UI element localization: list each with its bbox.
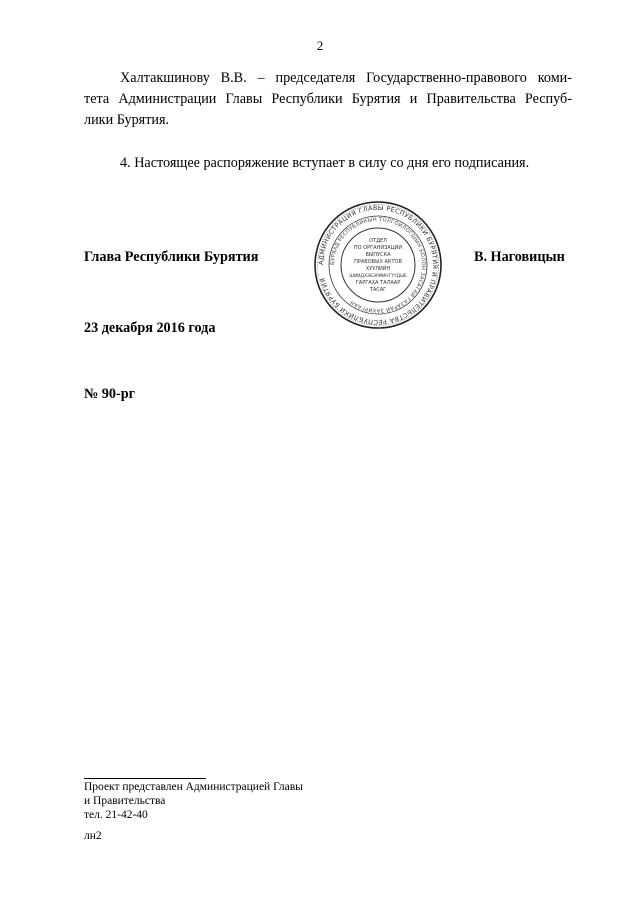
seal-line: ШИИДХЭБЭРИИНГҮҮДЫЕ <box>349 274 407 279</box>
page-number: 2 <box>316 38 324 53</box>
seal-line: ГАРГАХА ТАЛААР <box>355 280 401 286</box>
signer-title: Глава Республики Бурятия <box>84 249 259 265</box>
paragraph-line: Халтакшинову В.В. – председателя Государственно-правового коми- <box>120 70 572 86</box>
seal-line: ТАСАГ <box>369 287 387 293</box>
footnote-line: Проект представлен Администрацией Главы <box>84 781 303 793</box>
seal-line: ПРАВОВЫХ АКТОВ <box>354 259 402 265</box>
seal-line: ПО ОРГАНИЗАЦИИ <box>353 245 403 251</box>
paragraph-line: лики Бурятия. <box>84 112 170 128</box>
seal-line: ВЫПУСКА <box>365 252 391 258</box>
signer-name: В. Наговицын <box>474 249 565 265</box>
seal-line: ОТДЕЛ <box>369 238 387 244</box>
official-seal <box>313 200 443 330</box>
paragraph-effective-date: 4. Настоящее распоряжение вступает в силу со дня его подписания. <box>120 155 530 171</box>
seal-line: ХУУЛИЙН <box>365 266 391 272</box>
footnote-line: и Правительства <box>84 795 166 807</box>
footnote-line: тел. 21-42-40 <box>84 809 148 821</box>
seal-icon <box>313 200 443 330</box>
seal-inner-ring-text: БУРЯАД РЕСПУБЛИКЫН ТОЛГОЙЛОГШЫН БОЛОН ЗАСАГАЙ ГАЗАРАЙ ЗАХИРГААН <box>329 216 427 314</box>
seal-outer-ring-text: АДМИНИСТРАЦИЯ ГЛАВЫ РЕСПУБЛИКИ БУРЯТИЯ И ПРАВИТЕЛЬСТВА РЕСПУБЛИКИ БУРЯТИЯ <box>316 203 440 327</box>
document-number: № 90-рг <box>84 386 136 402</box>
paragraph-line: тета Администрации Главы Республики Бурятия и Правительства Респуб- <box>84 91 572 107</box>
document-date: 23 декабря 2016 года <box>84 320 216 336</box>
footnote <box>84 780 303 822</box>
document-code: лн2 <box>84 830 102 842</box>
paragraph-appointment <box>84 68 572 131</box>
footnote-divider <box>84 778 206 779</box>
